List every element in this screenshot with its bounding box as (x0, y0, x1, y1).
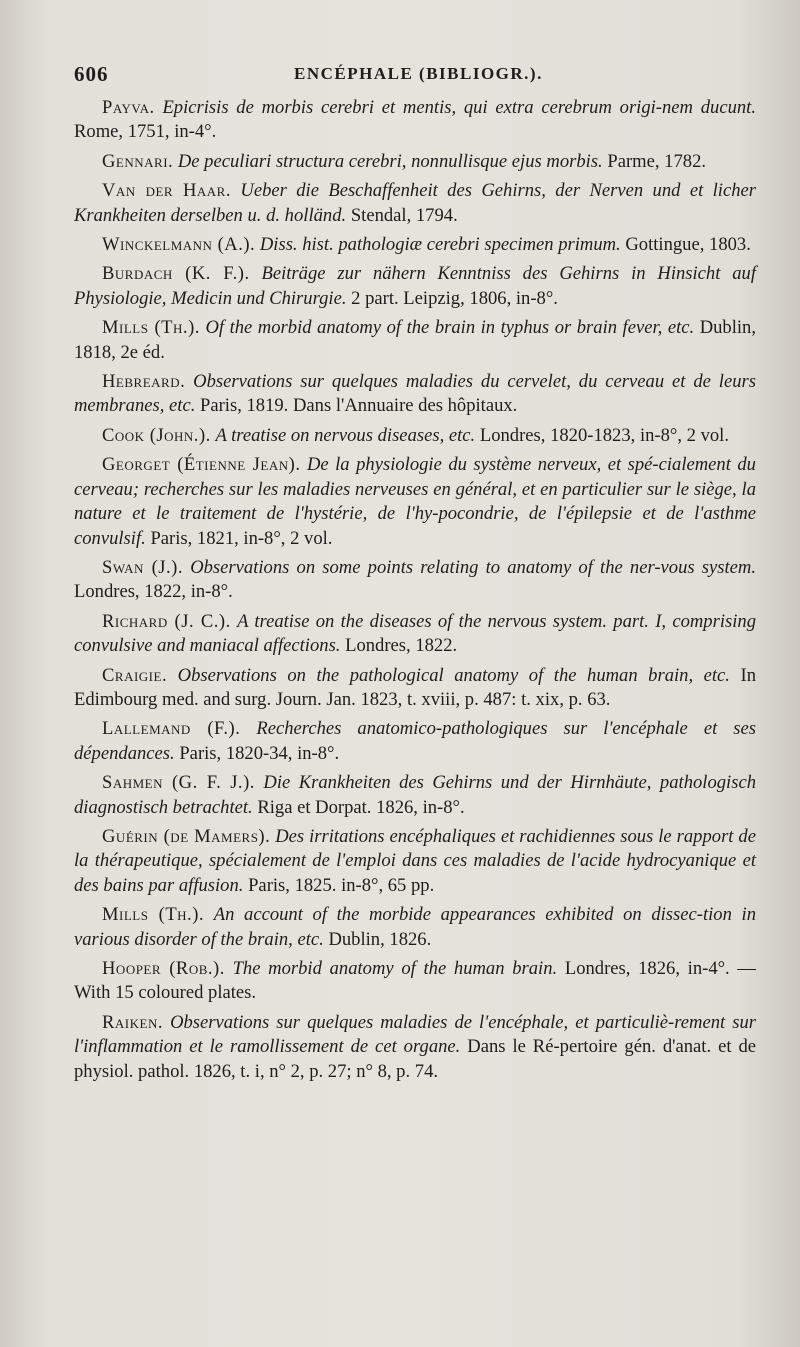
entry-title: Ueber die Beschaffenheit des Gehirns, der Nerven und et licher Krankheiten derselben u. d. holländ. (74, 180, 756, 226)
bibliography-entry (74, 1011, 756, 1084)
entry-imprint: Dublin, 1826. (328, 928, 432, 950)
entry-author: Mills (Th.). (102, 904, 205, 926)
bibliography-entry (74, 771, 756, 820)
entry-title: The morbid anatomy of the human brain. (232, 958, 558, 979)
bibliography-entry (74, 903, 756, 952)
entry-title: De la physiologie du système nerveux, et spé-cialement du cerveau; recherches sur les maladies nerveuses en général, et en particulier sur le siège, la nature et le traitement de l'hystérie, de l'hy-pocondrie, de l'épilepsie et de l'asthme convulsif. (74, 454, 756, 549)
entry-title: Beiträge zur nähern Kenntniss des Gehirns in Hinsicht auf Physiologie, Medicin und Chirurgie. (74, 263, 757, 309)
entry-title: Observations sur quelques maladies du cervelet, du cerveau et de leurs membranes, etc. (74, 371, 756, 417)
bibliography-entry (74, 717, 756, 766)
entry-author: Georget (Étienne Jean). (102, 454, 301, 476)
entry-author: Payva. (102, 97, 155, 118)
entry-imprint: Gottingue, 1803. (625, 234, 751, 256)
entry-title: Diss. hist. pathologiæ cerebri specimen primum. (259, 234, 621, 256)
bibliography-entry (74, 610, 756, 659)
entry-author: Cook (John.). (102, 424, 211, 446)
entry-imprint: Rome, 1751, in-4°. (74, 121, 217, 143)
entry-title: Des irritations encéphaliques et rachidiennes sous le rapport de la thérapeutique, spécialement de l'emploi dans ces maladies de l'acide hydrocyanique et des bains par affusion. (74, 825, 756, 896)
entry-title: De peculiari structura cerebri, nonnullisque ejus morbis. (177, 150, 603, 172)
bibliography-entry (74, 179, 756, 228)
entry-author: Gennari. (102, 150, 174, 172)
entry-author: Winckelmann (A.). (102, 234, 256, 256)
entry-author: Swan (J.). (102, 556, 184, 578)
entry-imprint: Stendal, 1794. (350, 204, 458, 226)
bibliography-entry (74, 664, 756, 713)
bibliography-entry (74, 233, 756, 257)
page-number: 606 (74, 62, 109, 86)
bibliography-entry (74, 150, 756, 174)
entry-imprint: Paris, 1825. in-8°, 65 pp. (248, 874, 435, 896)
bibliography-entry (74, 96, 756, 145)
bibliography-entry (74, 825, 756, 898)
entry-title: Observations on the pathological anatomy of the human brain, etc. (177, 664, 730, 686)
bibliography-entry (74, 316, 756, 365)
entry-imprint: Londres, 1822, in-8°. (74, 581, 233, 603)
bibliography-entry (74, 370, 756, 419)
entry-author: Mills (Th.). (102, 317, 200, 339)
entry-author: Hooper (Rob.). (102, 958, 225, 979)
entry-author: Sahmen (G. F. J.). (102, 772, 255, 794)
entry-title: Recherches anatomico-pathologiques sur l'encéphale et ses dépendances. (74, 718, 756, 764)
entry-imprint: Riga et Dorpat. 1826, in-8°. (257, 796, 465, 818)
bibliography-entry (74, 424, 756, 448)
bibliography-entry (74, 556, 756, 605)
entry-imprint: Londres, 1826, in-4°. — With 15 coloured plates. (74, 958, 756, 1004)
entry-author: Burdach (K. F.). (102, 263, 250, 285)
bibliography-entry (74, 262, 756, 311)
bibliography-list (74, 96, 756, 1089)
entry-title: Epicrisis de morbis cerebri et mentis, qui extra cerebrum origi-nem ducunt. (162, 97, 756, 118)
entry-imprint: Paris, 1821, in-8°, 2 vol. (150, 527, 333, 549)
entry-imprint: In Edimbourg med. and surg. Journ. Jan. 1823, t. xviii, p. 487: t. xix, p. 63. (74, 664, 756, 710)
entry-imprint: Paris, 1819. Dans l'Annuaire des hôpitaux. (200, 395, 518, 417)
entry-author: Lallemand (F.). (102, 718, 241, 740)
entry-title: Observations on some points relating to anatomy of the ner-vous system. (190, 556, 757, 578)
page-header (74, 62, 754, 90)
bibliography-entry (74, 957, 756, 1006)
entry-author: Van der Haar. (102, 180, 231, 202)
entry-title: A treatise on the diseases of the nervous system. part. I, comprising convulsive and maniacal affections. (74, 610, 756, 657)
running-title: ENCÉPHALE (BIBLIOGR.). (294, 64, 543, 83)
entry-author: Raiken. (102, 1011, 163, 1033)
entry-author: Guérin (de Mamers). (102, 825, 271, 847)
entry-title: An account of the morbide appearances exhibited on dissec-tion in various disorder of the brain, etc. (74, 904, 756, 950)
entry-title: Of the morbid anatomy of the brain in typhus or brain fever, etc. (205, 317, 695, 339)
bibliography-entry (74, 453, 756, 551)
entry-author: Craigie. (102, 664, 168, 686)
entry-title: A treatise on nervous diseases, etc. (215, 424, 476, 446)
entry-author: Richard (J. C.). (102, 610, 231, 632)
entry-author: Hebreard. (102, 371, 186, 393)
entry-imprint: Londres, 1820-1823, in-8°, 2 vol. (479, 424, 729, 446)
entry-imprint: Paris, 1820-34, in-8°. (179, 742, 340, 764)
entry-imprint: Dans le Ré-pertoire gén. d'anat. et de physiol. pathol. 1826, t. i, n° 2, p. 27; n° 8, p. 74. (74, 1036, 756, 1082)
entry-imprint: Dublin, 1818, 2e éd. (74, 317, 756, 363)
entry-imprint: 2 part. Leipzig, 1806, in-8°. (351, 287, 558, 309)
entry-title: Die Krankheiten des Gehirns und der Hirnhäute, pathologisch diagnostisch betrachtet. (74, 772, 756, 818)
entry-title: Observations sur quelques maladies de l'encéphale, et particuliè-rement sur l'inflammation et le ramollissement de cet organe. (74, 1011, 756, 1058)
entry-imprint: Parme, 1782. (607, 150, 707, 172)
entry-imprint: Londres, 1822. (345, 635, 458, 657)
